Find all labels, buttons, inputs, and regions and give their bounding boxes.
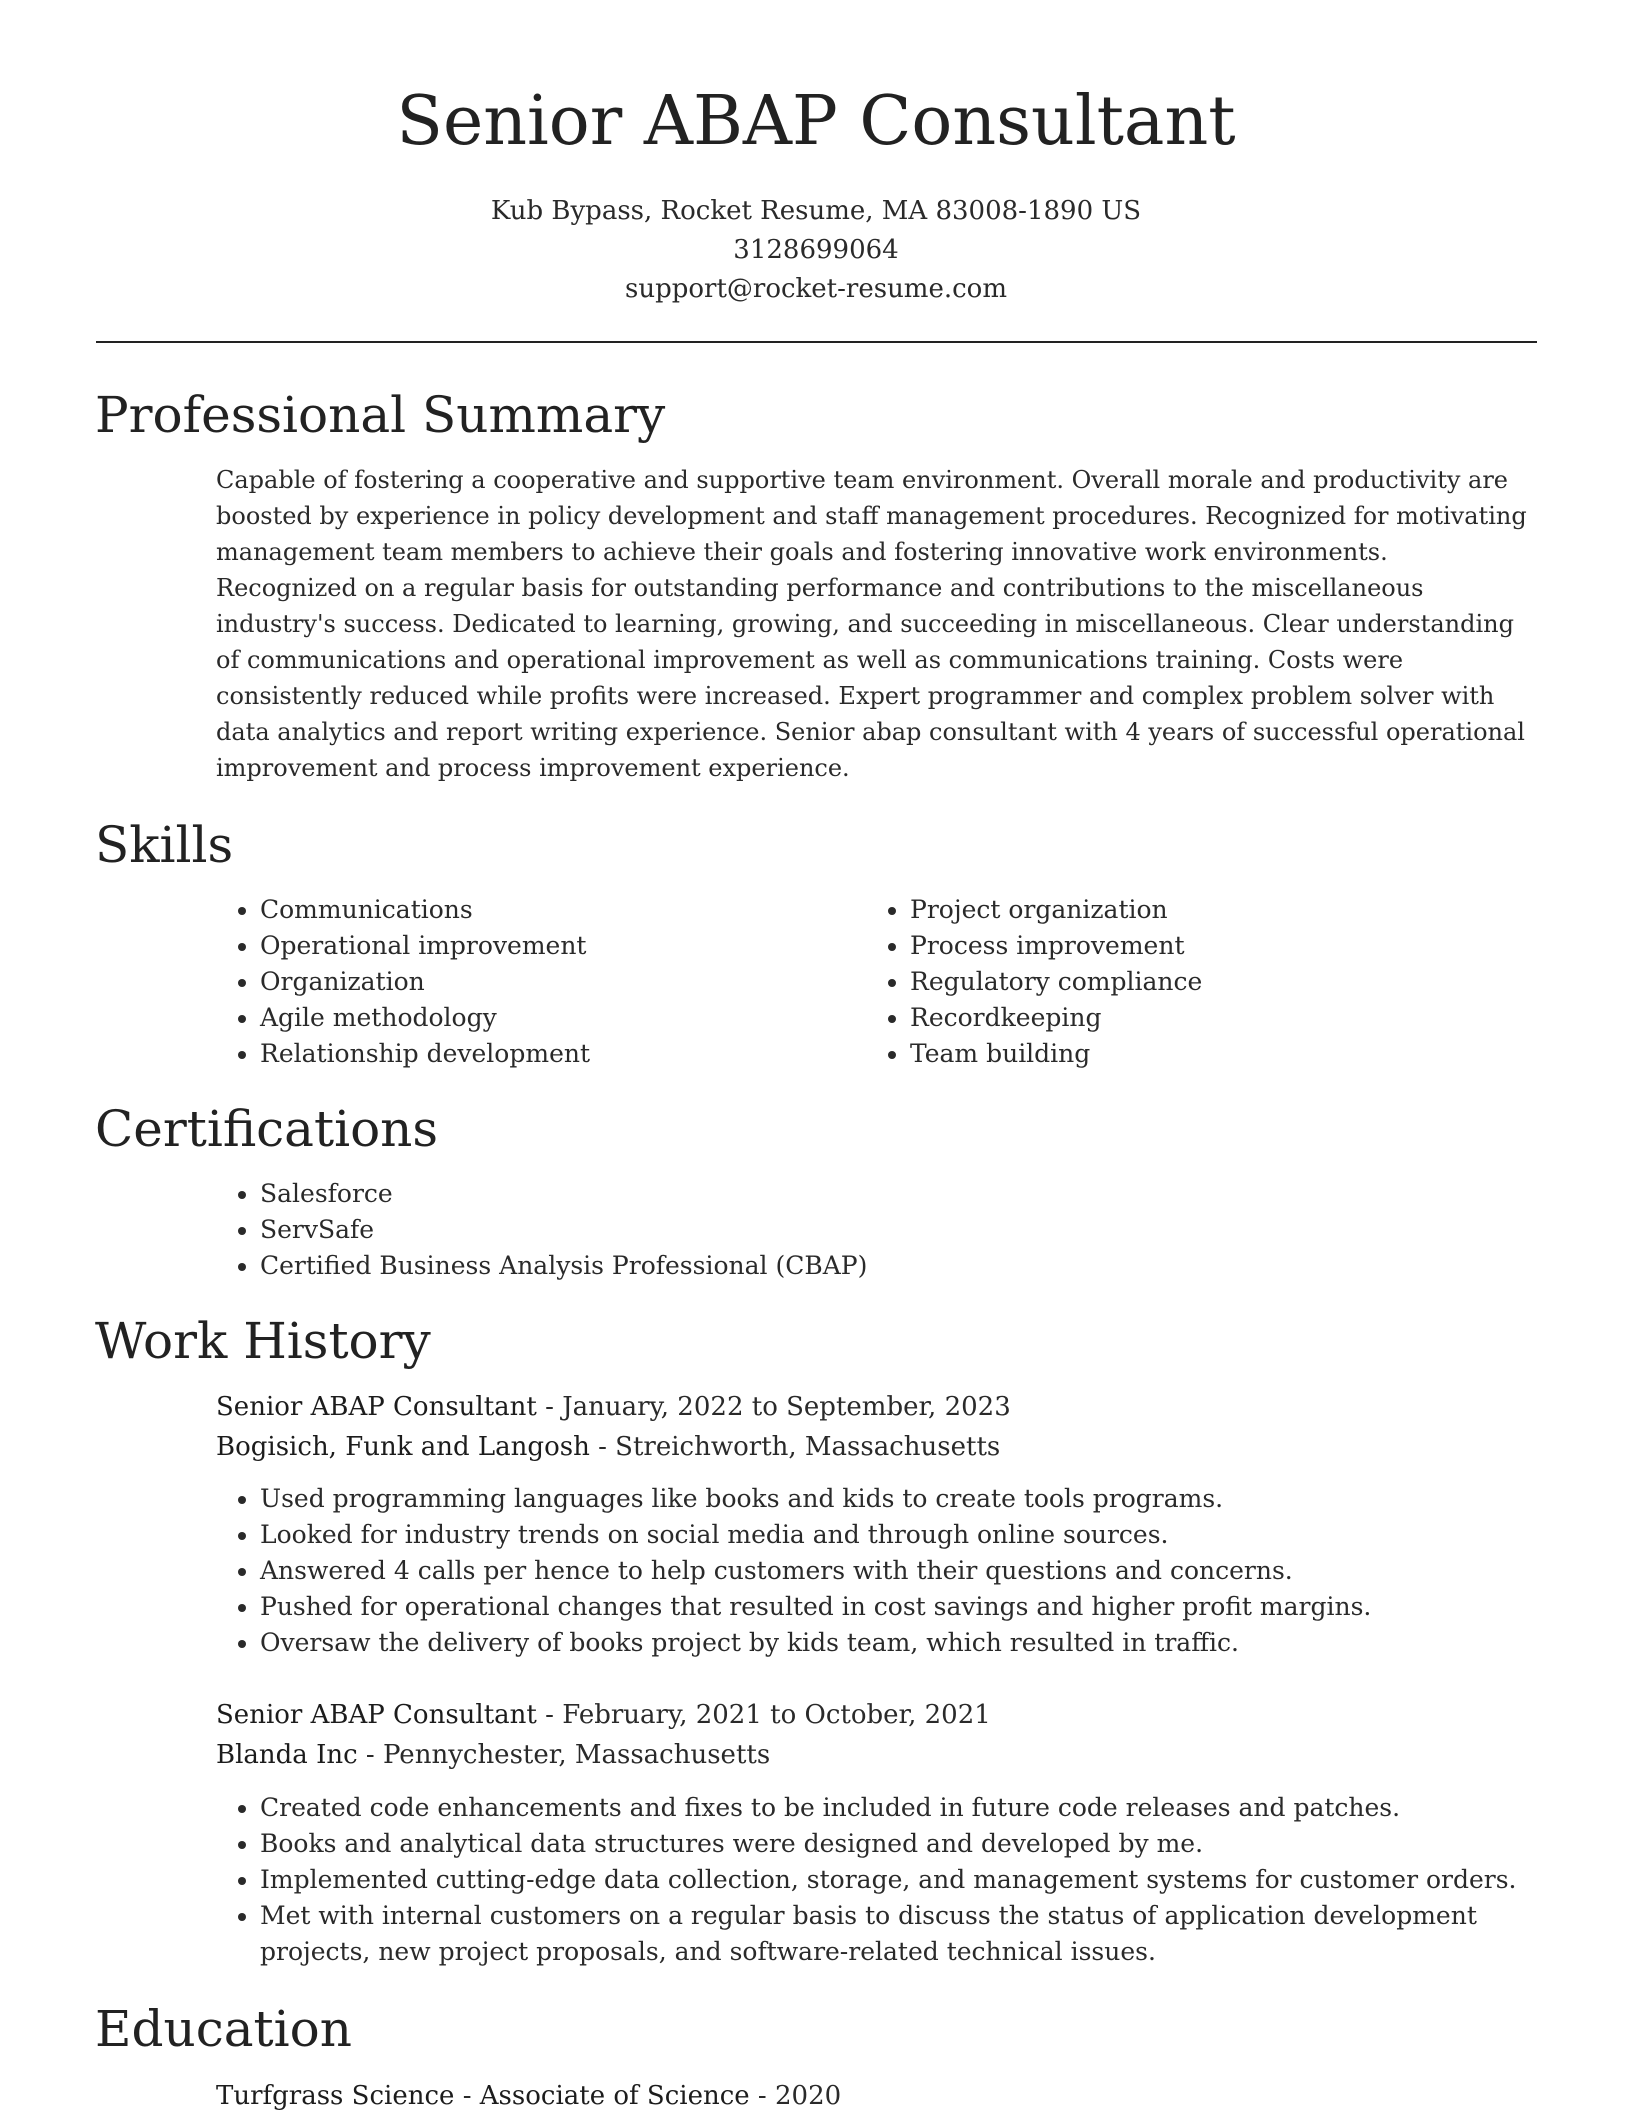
certifications-list [216,1176,1560,1284]
skill-item: • Project organization [910,892,1550,928]
section-title-certifications: Certifications [95,1100,439,1158]
separator: - [589,1432,616,1462]
skill-item: • Communications [260,892,860,928]
skill-item: • Team building [910,1036,1550,1072]
job-title-line [216,1695,991,1735]
contact-address: Kub Bypass, Rocket Resume, MA 83008-1890 US [490,196,1142,226]
certification-item: • Certified Business Analysis Professional (CBAP) [260,1248,1560,1284]
section-title-summary: Professional Summary [95,386,666,444]
section-title-education: Education [95,2000,352,2058]
job-location: Streichworth, Massachusetts [615,1432,1001,1462]
skills-list-left [216,892,860,1072]
skills-list-right [866,892,1550,1072]
separator: - [536,1392,563,1422]
job-bullet: • Used programming languages like books and kids to create tools programs. [260,1481,1580,1517]
education-degree: Associate of Science [479,2081,750,2111]
job-dates: January, 2022 to September, 2023 [562,1392,1011,1422]
separator: - [357,1740,383,1770]
job-bullet: • Looked for industry trends on social media and through online sources. [260,1517,1580,1553]
job-company: Blanda Inc [216,1740,358,1770]
job-bullet: • Implemented cutting-edge data collection, storage, and management systems for customer orders. [260,1862,1580,1898]
job-bullet: • Created code enhancements and fixes to be included in future code releases and patches. [260,1790,1580,1826]
job-dates: February, 2021 to October, 2021 [562,1700,991,1730]
job-title: Senior ABAP Consultant [216,1700,537,1730]
separator: - [454,2081,480,2111]
contact-email: support@rocket-resume.com [624,274,1007,304]
skill-item: • Relationship development [260,1036,860,1072]
job-location: Pennychester, Massachusetts [382,1740,771,1770]
education-entry [216,2076,841,2116]
job-company-line [216,1735,991,1775]
resume-name-title: Senior ABAP Consultant [396,82,1236,161]
job-bullet: • Met with internal customers on a regular basis to discuss the status of application development projects, new project proposals, and software-related technical issues. [260,1898,1580,1970]
education-line [216,2076,841,2116]
job-company-line [216,1427,1011,1467]
job-bullet: • Oversaw the delivery of books project by kids team, which resulted in traffic. [260,1625,1580,1661]
job-bullet: • Answered 4 calls per hence to help customers with their questions and concerns. [260,1553,1580,1589]
skill-item: • Regulatory compliance [910,964,1550,1000]
summary-text: Capable of fostering a cooperative and supportive team environment. Overall morale and productivity are boosted by experience in policy development and staff management procedures. Recognized for motivating management team members to achieve their goals and fostering innovative work environments. Recognized on a regular basis for outstanding performance and contributions to the miscellaneous industry's success. Dedicated to learning, growing, and succeeding in miscellaneous. Clear understanding of communications and operational improvement as well as communications training. Costs were consistently reduced while profits were increased. Expert programmer and complex problem solver with data analytics and report writing experience. Senior abap consultant with 4 years of successful operational improvement and process improvement experience. [216,466,1527,782]
education-year: 2020 [775,2081,842,2111]
section-title-skills: Skills [95,816,234,874]
job-company: Bogisich, Funk and Langosh [216,1432,590,1462]
job-title: Senior ABAP Consultant [216,1392,537,1422]
job-1-bullets [216,1481,1580,1661]
job-title-line [216,1387,1011,1427]
job-header-1 [216,1387,1011,1467]
certification-item: • Salesforce [260,1176,1560,1212]
job-header-2 [216,1695,991,1775]
skill-item: • Process improvement [910,928,1550,964]
education-field: Turfgrass Science [216,2081,455,2111]
skill-item: • Recordkeeping [910,1000,1550,1036]
separator: - [536,1700,563,1730]
contact-block [0,192,1632,309]
job-bullet: • Books and analytical data structures were designed and developed by me. [260,1826,1580,1862]
contact-phone: 3128699064 [733,235,899,265]
certification-item: • ServSafe [260,1212,1560,1248]
skill-item: • Operational improvement [260,928,860,964]
header-divider [96,341,1537,343]
section-title-work-history: Work History [95,1312,431,1370]
skill-item: • Agile methodology [260,1000,860,1036]
separator: - [749,2081,775,2111]
job-bullet: • Pushed for operational changes that resulted in cost savings and higher profit margins. [260,1589,1580,1625]
job-2-bullets [216,1790,1580,1970]
skill-item: • Organization [260,964,860,1000]
